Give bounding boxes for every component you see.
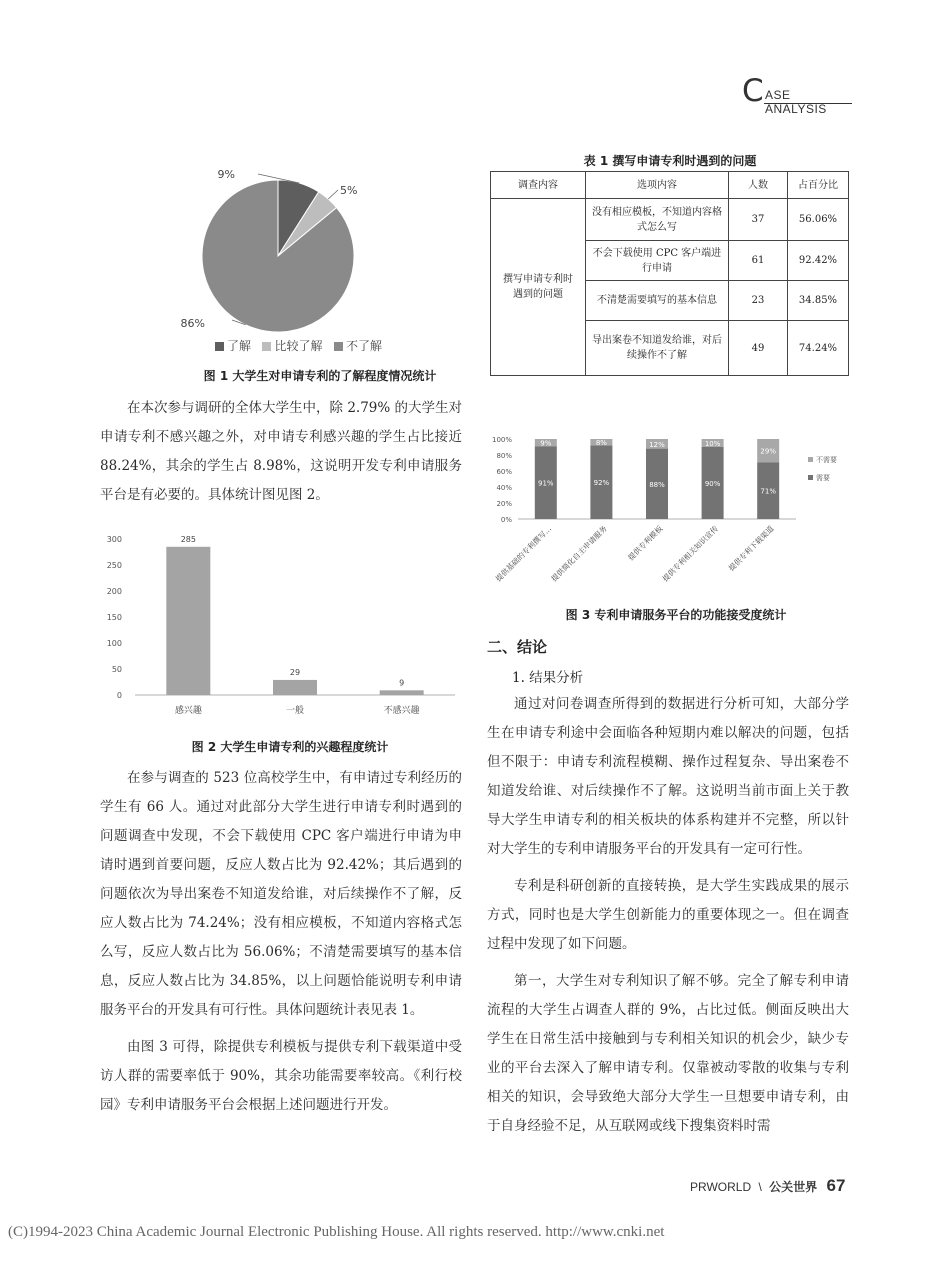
left-paragraph-2: 在参与调查的 523 位高校学生中，有申请过专利经历的学生有 66 人。通过对此部分大学生进行申请专利时遇到的问题调查中发现，不会下载使用 CPC 客户端进行申请为申请时遇到首要问题，反应人数占比为 92.42%；其后遇到的问题依次为导出案卷不知道发给谁，对后续操作不了解，反应人数占比为 74.24%；没有相应模板，不知道内容格式怎么写，反应人数占比为 56.06%；不清楚需要填写的基本信息，反应人数占比为 34.85%，以上问题恰能说明专利申请服务平台的开发具有可行性。具体问题统计表见表 1。 由图 3 可得，除提供专利模板与提供专利下载渠道中受访人群的需要率低于 90%，其余功能需要率较高。《利行校园》专利申请服务平台会根据上述问题进行开发。: [100, 764, 462, 1128]
table-cell-option: 导出案卷不知道发给谁，对后续操作不了解: [586, 321, 729, 376]
table-cell-percent: 92.42%: [788, 241, 849, 281]
table-header: 调查内容: [491, 172, 586, 199]
y-tick-label: 0: [116, 691, 122, 700]
bar-data-label: 8%: [595, 439, 607, 448]
left-paragraph-1: 在本次参与调研的全体大学生中，除 2.79% 的大学生对申请专利不感兴趣之外，对申请专利感兴趣的学生占比接近 88.24%，其余的学生占 8.98%，这说明开发专利申请服务平台是有必要的。具体统计图见图 2。: [100, 400, 462, 503]
table-header: 选项内容: [586, 172, 729, 199]
figure3-stacked-bar-chart: [486, 425, 856, 600]
y-tick-label: 50: [111, 665, 122, 674]
bar: [166, 547, 210, 695]
x-tick-label: 感兴趣: [174, 706, 202, 716]
x-tick-label: 提供专利下载渠道: [726, 524, 776, 573]
logo-underline: [764, 103, 852, 104]
pie-leader-line: [328, 190, 338, 199]
right-column-body: [487, 690, 849, 1149]
pie-data-label: 5%: [340, 184, 358, 197]
right-paragraph: 第一，大学生对专利知识了解不够。完全了解专利申请流程的大学生占调查人群的 9%，占比过低。侧面反映出大学生在日常生活中接触到与专利相关知识的机会少，缺少专业的平台去深入了解申请专利。仅靠被动零散的收集与专利相关的知识，会导致绝大部分大学生一旦想要申请专利，由于自身经验不足，从互联网或线下搜集资料时需: [487, 973, 849, 1134]
x-tick-label: 提供专利相关知识宣传: [660, 524, 721, 584]
y-tick-label: 200: [106, 587, 122, 596]
journal-section-logo: [742, 73, 852, 116]
table-cell-option: 没有相应模板，不知道内容格式怎么写: [586, 199, 729, 241]
figure2-caption: 图 2 大学生申请专利的兴趣程度统计: [191, 740, 389, 754]
figure3-caption: 图 3 专利申请服务平台的功能接受度统计: [565, 608, 787, 622]
legend-item: 了解: [215, 339, 251, 353]
y-tick-label: 250: [106, 561, 122, 570]
table-cell-count: 23: [729, 281, 788, 321]
bar-data-label: 90%: [704, 480, 721, 488]
y-tick-label: 0%: [500, 516, 512, 524]
page-number: 67: [826, 1176, 846, 1195]
table-cell-percent: 74.24%: [788, 321, 849, 376]
y-tick-label: 60%: [496, 468, 512, 476]
page-footer: [690, 1176, 845, 1196]
legend-item: 不了解: [334, 339, 382, 353]
table1-caption: 表 1 撰写申请专利时遇到的问题: [583, 154, 757, 168]
bar-data-label: 9%: [540, 439, 552, 448]
table-header: 人数: [729, 172, 788, 199]
table-cell-percent: 34.85%: [788, 281, 849, 321]
x-tick-label: 提供专利模板: [626, 524, 665, 563]
x-tick-label: 提供简化自主申请服务: [549, 524, 609, 584]
y-tick-label: 80%: [496, 452, 512, 460]
legend-label: 需要: [816, 474, 830, 482]
table-cell-percent: 56.06%: [788, 199, 849, 241]
table-cell-count: 61: [729, 241, 788, 281]
legend-swatch: [808, 457, 813, 462]
y-tick-label: 40%: [496, 484, 512, 492]
bar-data-label: 10%: [704, 440, 721, 448]
right-paragraph: 通过对问卷调查所得到的数据进行分析可知，大部分学生在申请专利途中会面临各种短期内难以解决的问题，包括但不限于：申请专利流程模糊、操作过程复杂、导出案卷不知道发给谁、对后续操作不了解。这说明当前市面上关于教导大学生申请专利的相关板块的体系构建并不完整，所以针对大学生的专利申请服务平台的开发具有一定可行性。: [487, 696, 849, 857]
bar-data-label: 285: [180, 534, 196, 544]
legend-label: 不需要: [816, 456, 837, 464]
figure1-caption: 图 1 大学生对申请专利的了解程度情况统计: [203, 369, 437, 383]
right-paragraph: 专利是科研创新的直接转换，是大学生实践成果的展示方式，同时也是大学生创新能力的重要体现之一。但在调查过程中发现了如下问题。: [487, 878, 849, 952]
y-tick-label: 150: [106, 613, 122, 622]
table1: [490, 171, 849, 376]
footer-separator: \: [758, 1180, 762, 1194]
table-cell-count: 37: [729, 199, 788, 241]
table-cell-option: 不会下载使用 CPC 客户端进行申请: [586, 241, 729, 281]
footer-brand: PRWORLD: [690, 1180, 752, 1194]
pie-data-label: 86%: [180, 317, 205, 330]
table-cell-count: 49: [729, 321, 788, 376]
bar-data-label: 71%: [760, 487, 776, 496]
footer-title: 公关世界: [769, 1180, 818, 1194]
copyright-line: (C)1994-2023 China Academic Journal Electronic Publishing House. All rights reserved. http://www.cnki.net: [8, 1224, 665, 1240]
y-tick-label: 100%: [491, 436, 512, 444]
x-tick-label: 提供基础的专利撰写…: [493, 524, 554, 584]
y-tick-label: 300: [106, 535, 122, 544]
bar-data-label: 88%: [649, 480, 665, 489]
table-header: 占百分比: [788, 172, 849, 199]
subsection-title: 1. 结果分析: [512, 670, 584, 686]
table-group-label: 撰写申请专利时遇到的问题: [491, 199, 586, 376]
y-tick-label: 100: [106, 639, 122, 648]
bar-data-label: 29: [289, 667, 301, 677]
section-title: 二、结论: [487, 638, 548, 656]
pie-data-label: 9%: [217, 168, 235, 181]
figure1-legend: [215, 337, 382, 354]
bar: [273, 680, 317, 695]
y-tick-label: 20%: [496, 500, 512, 508]
legend-swatch: [808, 475, 813, 480]
bar-data-label: 92%: [593, 479, 610, 488]
table-row: [491, 199, 849, 241]
figure1-pie-chart: [180, 160, 450, 360]
logo-text: ASE ANALYSIS: [765, 88, 827, 116]
bar-data-label: 12%: [649, 440, 665, 449]
x-tick-label: 一般: [285, 706, 305, 716]
x-tick-label: 不感兴趣: [383, 706, 420, 716]
logo-initial: C: [742, 73, 764, 109]
figure2-bar-chart: [100, 525, 460, 725]
table-cell-option: 不清楚需要填写的基本信息: [586, 281, 729, 321]
bar-data-label: 9: [399, 678, 405, 688]
left-paragraph-3: 由图 3 可得，除提供专利模板与提供专利下载渠道中受访人群的需要率低于 90%，其余功能需要率较高。《利行校园》专利申请服务平台会根据上述问题进行开发。: [100, 1039, 462, 1113]
bar: [380, 690, 424, 695]
bar-data-label: 29%: [760, 447, 776, 456]
legend-item: 比较了解: [262, 339, 322, 353]
bar-data-label: 91%: [538, 479, 554, 488]
